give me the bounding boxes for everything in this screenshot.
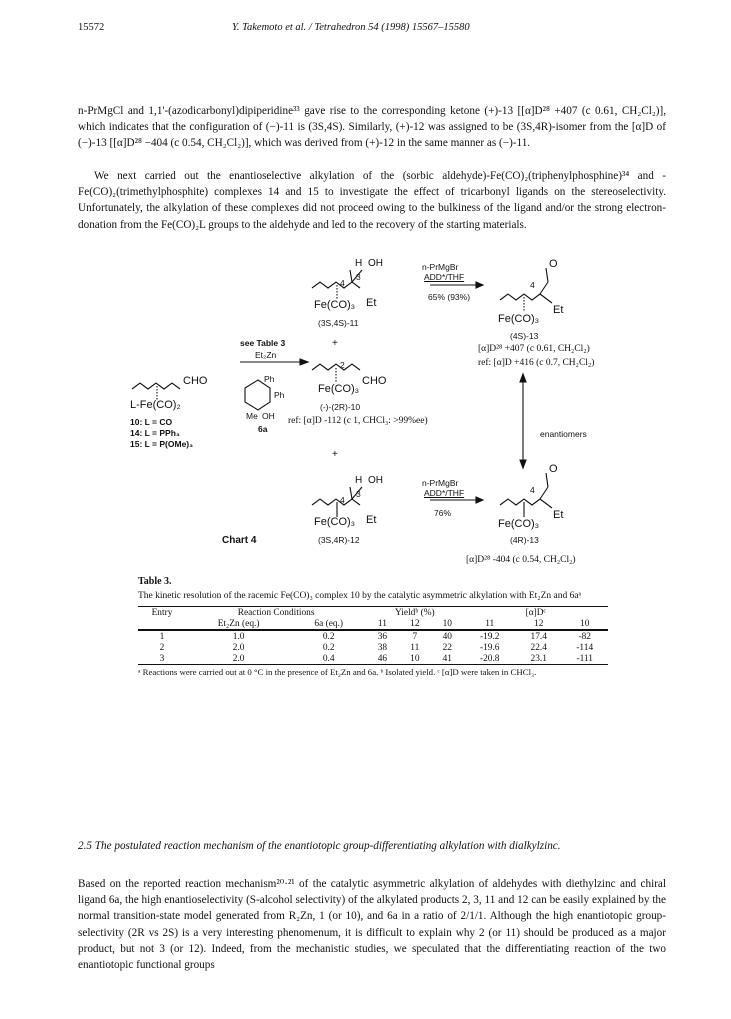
cell: 38 [377,642,388,653]
cell: 7 [412,631,418,642]
cho-2r-10: CHO [362,375,387,387]
sub-6a: 6a (eq.) [314,618,344,629]
cell: 17.4 [530,631,547,642]
h-12: H [355,475,363,486]
cell: 0.2 [322,631,335,642]
yield-bottom: 76% [434,508,452,518]
ref-13s: ref: [α]D +416 (c 0.7, CH₂Cl₂) [478,358,595,368]
cell: 1 [159,631,165,642]
et-12: Et [366,514,377,526]
table-3-grid [138,606,608,665]
cell: 11 [410,642,420,653]
o-13r: O [549,463,558,475]
rotation-13s: [α]D²⁸ +407 (c 0.61, CH₂Cl₂) [478,344,590,354]
cell: -111 [576,653,593,664]
diene-10 [132,383,180,389]
legend-14: 14: L = PPh₃ [130,428,180,438]
cell: 36 [377,631,388,642]
cell: -19.6 [479,642,500,653]
me-label: Me [246,411,258,421]
head-rotation: [α]Dᶜ [525,607,546,618]
cho-10: CHO [183,375,208,387]
cell: -114 [576,642,594,653]
rotation-13r: [α]D²⁸ -404 (c 0.54, CH₂Cl₂) [466,555,576,565]
cell: 40 [442,631,452,642]
oh-11: OH [368,258,383,269]
sub-et2zn: Et₂Zn (eq.) [217,618,260,629]
sub-y11: 11 [377,618,387,629]
sub-r10: 10 [580,618,590,629]
fe-co3-11: Fe(CO)₃ [314,299,356,311]
cell: 2.0 [232,642,245,653]
cell: 22 [442,642,452,653]
page-number: 15572 [78,22,105,33]
label-12: (3S,4R)-12 [318,535,360,545]
sub-y10: 10 [442,618,452,629]
table-subhead-row [138,618,608,630]
ph-2: Ph [274,390,285,400]
table-label: Table 3. [138,576,172,587]
head-yield: Yieldᵇ (%) [395,607,435,618]
n2-10: 2 [340,360,345,370]
reagent-bottom: n-PrMgBr [422,478,459,488]
fe-co2-l: L-Fe(CO)₂ [130,399,181,411]
section-heading: 2.5 The postulated reaction mechanism of the enantiotopic group-differentiating alkylation with dialkylzinc. [78,840,561,852]
cell: 41 [442,653,452,664]
cell: 23.1 [530,653,547,664]
sub-r11: 11 [485,618,495,629]
o-13s: O [549,258,558,270]
running-title: Y. Takemoto et al. / Tetrahedron 54 (1998) 15567–15580 [232,22,470,33]
add-thf-bottom: ADD*/THF [424,488,465,498]
label-13r: (4R)-13 [510,535,539,545]
oh-12: OH [368,475,383,486]
cell: 10 [410,653,420,664]
cell: 0.2 [322,642,335,653]
table-row [138,630,608,642]
oh-ligand: OH [262,411,275,421]
plus-top: + [332,338,338,349]
diene-12 [312,499,360,505]
reagent-top: n-PrMgBr [422,262,459,272]
cell: -20.8 [479,653,500,664]
cell: 1.0 [232,631,245,642]
paragraph-2: We next carried out the enantioselective alkylation of the (sorbic aldehyde)-Fe(CO)₂(triphenylphosphine)³⁴ and -Fe(CO)₂(trimethylphosphite) complexes 14 and 15 to investigate the effect of tricarbonyl ligands on the stereoselectivity. Unfortunately, the alkylation of these complexes did not proceed owing to the bulkiness of the ligand and/or the strong electron-donation from the Fe(CO)₂L groups to the aldehyde and led to the recovery of the starting materials. [78,170,666,231]
head-entry: Entry [151,607,173,618]
et-11: Et [366,297,377,309]
cell: 2 [159,642,165,653]
cell: 46 [377,653,388,664]
ref-10: ref: [α]D -112 (c 1, CHCl₃: >99%ee) [288,416,428,426]
n3-11: 3 [356,272,361,282]
cell: -82 [578,631,591,642]
n4-12: 4 [340,495,345,505]
table-row [138,653,608,665]
legend-10: 10: L = CO [130,417,173,427]
paragraph-1: n-PrMgCl and 1,1'-(azodicarbonyl)dipiperidine³³ gave rise to the corresponding ketone (+)-13 [[α]D²⁸ +407 (c 0.61, CH₂Cl₂)], which indicates that the configuration of (−)-11 is (3S,4S). Similarly, (+)-12 was assigned to be (3S,4R)-isomer from the [α]D of (−)-13 [[α]D²⁸ −404 (c 0.54, CH₂Cl₂)], which was derived from (+)-12 in the same manner as (−)-11. [78,105,666,150]
table-footnote: ᵃ Reactions were carried out at 0 °C in the presence of Et₂Zn and 6a. ᵇ Isolated yield. ᶜ [α]D were taken in CHCl₃. [138,667,537,677]
fe-co3-10: Fe(CO)₃ [318,383,360,395]
plus-bottom: + [332,449,338,460]
diene-13r [500,499,540,505]
fe-co3-13r: Fe(CO)₃ [498,518,540,530]
legend-15: 15: L = P(OMe)₃ [130,439,194,449]
n3-12: 3 [356,489,361,499]
add-thf-top: ADD*/THF [424,272,465,282]
cell: 22.4 [530,642,547,653]
cell: 0.4 [322,653,335,664]
et2zn-reagent: Et₂Zn [255,350,277,360]
n4-11: 4 [340,278,345,288]
paragraph-3: Based on the reported reaction mechanism²⁰·²¹ of the catalytic asymmetric alkylation of aldehydes with diethylzinc and chiral ligand 6a, the high enantioselectivity (S-alcohol selectivity) of the alkylated products 2, 3, 11 and 12 can be easily explained by the normal transition-state model generated from R₂Zn, 1 (or 10), and 6a in a ratio of 2/1/1. Although the high enantiotopic group-selectivity (2R vs 2S) is a very interesting phenomenum, it is difficult to explain why 2 (or 11) should be produced as a major product, but not 3 (or 12). Indeed, from the mechanistic studies, we speculated that the differentiating reaction of the two enantiotopic functional groups [78,878,666,972]
enantiomers-label: enantiomers [540,429,587,439]
table-3 [138,576,608,677]
chart-title: Chart 4 [222,535,257,546]
ligand-ring [245,380,270,410]
sub-r12: 12 [534,618,544,629]
table-head-row [138,607,608,619]
cell: -19.2 [479,631,500,642]
fe-co3-12: Fe(CO)₃ [314,516,356,528]
ligand-6a: 6a [258,424,268,434]
sub-y12: 12 [410,618,420,629]
see-table-3: see Table 3 [240,338,286,348]
cell: 2.0 [232,653,245,664]
diene-13s [500,294,540,300]
et-13s: Et [553,304,564,316]
h-11: H [355,258,363,269]
yield-top: 65% (93%) [428,292,471,302]
et-13r: Et [553,509,564,521]
label-10: (-)-(2R)-10 [320,402,361,412]
n4-13r: 4 [530,485,535,495]
head-conditions: Reaction Conditions [237,607,315,618]
label-13s: (4S)-13 [510,331,539,341]
n4-13s: 4 [530,280,535,290]
ph-1: Ph [264,374,275,384]
diene-11 [312,282,360,288]
table-caption: The kinetic resolution of the racemic Fe(CO)₃ complex 10 by the catalytic asymmetric alkylation with Et₂Zn and 6aᵃ [138,591,582,601]
cell: 3 [159,653,165,664]
fe-co3-13s: Fe(CO)₃ [498,313,540,325]
table-row [138,642,608,653]
label-11: (3S,4S)-11 [318,318,359,328]
